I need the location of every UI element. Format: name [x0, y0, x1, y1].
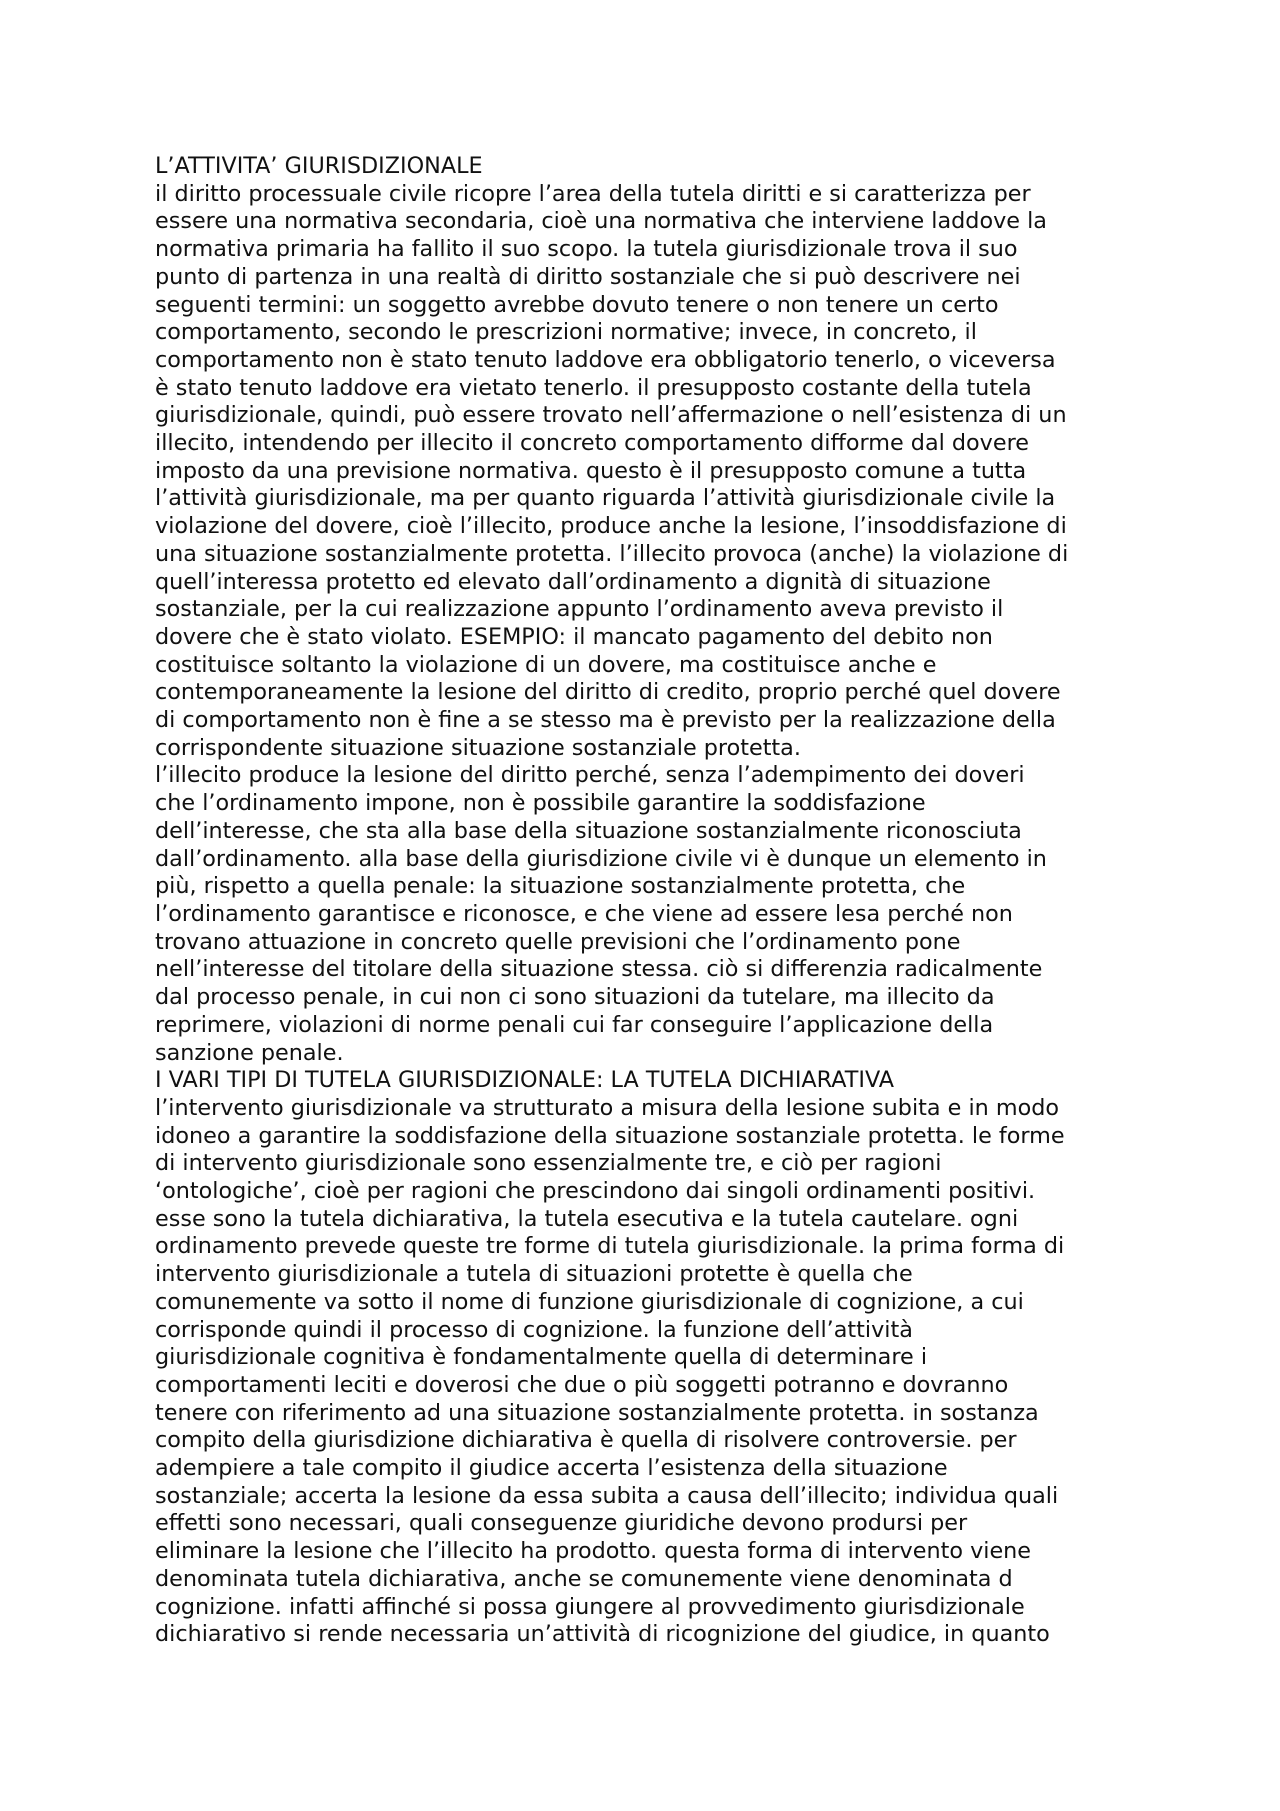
text-line: imposto da una previsione normativa. questo è il presupposto comune a tutta — [155, 457, 1027, 484]
text-line: idoneo a garantire la soddisfazione della situazione sostanziale protetta. le forme — [155, 1122, 1065, 1149]
text-line: illecito, intendendo per illecito il concreto comportamento difforme dal dovere — [155, 430, 1029, 457]
text-line: comportamento, secondo le prescrizioni normative; invece, in concreto, il — [155, 319, 977, 346]
text-line: dall’ordinamento. alla base della giurisdizione civile vi è dunque un elemento in — [155, 845, 1047, 872]
text-line: corrisponde quindi il processo di cognizione. la funzione dell’attività — [155, 1316, 913, 1343]
text-line: una situazione sostanzialmente protetta. l’illecito provoca (anche) la violazione di — [155, 540, 1069, 567]
text-line: quell’interessa protetto ed elevato dall’ordinamento a dignità di situazione — [155, 568, 991, 595]
text-line: sostanziale; accerta la lesione da essa subita a causa dell’illecito; individua quali — [155, 1482, 1059, 1509]
text-line: l’attività giurisdizionale, ma per quanto riguarda l’attività giurisdizionale civile la — [155, 485, 1056, 512]
text-line: l’illecito produce la lesione del diritto perché, senza l’adempimento dei doveri — [155, 762, 1025, 789]
text-line: l’intervento giurisdizionale va strutturato a misura della lesione subita e in modo — [155, 1094, 1060, 1121]
text-line: normativa primaria ha fallito il suo scopo. la tutela giurisdizionale trova il suo — [155, 236, 1018, 263]
text-line: I VARI TIPI DI TUTELA GIURISDIZIONALE: LA TUTELA DICHIARATIVA — [155, 1067, 895, 1094]
text-line: esse sono la tutela dichiarativa, la tutela esecutiva e la tutela cautelare. ogni — [155, 1205, 1019, 1232]
text-line: di comportamento non è fine a se stesso ma è previsto per la realizzazione della — [155, 707, 1056, 734]
text-line: nell’interesse del titolare della situazione stessa. ciò si differenzia radicalmente — [155, 956, 1043, 983]
text-line: comportamento non è stato tenuto laddove era obbligatorio tenerlo, o viceversa — [155, 346, 1056, 373]
text-line: giurisdizionale, quindi, può essere trovato nell’affermazione o nell’esistenza di un — [155, 402, 1067, 429]
text-line: dovere che è stato violato. ESEMPIO: il mancato pagamento del debito non — [155, 623, 993, 650]
text-line: giurisdizionale cognitiva è fondamentalmente quella di determinare i — [155, 1344, 928, 1371]
text-line: violazione del dovere, cioè l’illecito, produce anche la lesione, l’insoddisfazione di — [155, 513, 1067, 540]
text-line: più, rispetto a quella penale: la situazione sostanzialmente protetta, che — [155, 873, 966, 900]
text-line: tenere con riferimento ad una situazione sostanzialmente protetta. in sostanza — [155, 1399, 1039, 1426]
text-line: reprimere, violazioni di norme penali cui far conseguire l’applicazione della — [155, 1011, 994, 1038]
text-line: L’ATTIVITA’ GIURISDIZIONALE — [155, 153, 483, 179]
text-line: corrispondente situazione situazione sostanziale protetta. — [155, 734, 801, 761]
text-line: ordinamento prevede queste tre forme di tutela giurisdizionale. la prima forma di — [155, 1233, 1065, 1260]
text-line: costituisce soltanto la violazione di un dovere, ma costituisce anche e — [155, 651, 937, 678]
text-line: seguenti termini: un soggetto avrebbe dovuto tenere o non tenere un certo — [155, 291, 999, 318]
text-line: l’ordinamento garantisce e riconosce, e che viene ad essere lesa perché non — [155, 900, 1013, 927]
text-line: ‘ontologiche’, cioè per ragioni che prescindono dai singoli ordinamenti positivi. — [155, 1178, 1036, 1205]
text-line: sanzione penale. — [155, 1039, 344, 1066]
text-line: dichiarativo si rende necessaria un’attività di ricognizione del giudice, in quanto — [155, 1621, 1050, 1648]
text-line: sostanziale, per la cui realizzazione appunto l’ordinamento aveva previsto il — [155, 596, 1004, 623]
text-line: dal processo penale, in cui non ci sono situazioni da tutelare, ma illecito da — [155, 984, 995, 1011]
text-line: compito della giurisdizione dichiarativa è quella di risolvere controversie. per — [155, 1427, 1017, 1454]
text-line: di intervento giurisdizionale sono essenzialmente tre, e ciò per ragioni — [155, 1150, 942, 1177]
text-line: che l’ordinamento impone, non è possibile garantire la soddisfazione — [155, 790, 926, 817]
text-line: eliminare la lesione che l’illecito ha prodotto. questa forma di intervento viene — [155, 1538, 1032, 1565]
text-line: il diritto processuale civile ricopre l’area della tutela diritti e si caratterizza per — [155, 180, 1031, 207]
text-line: intervento giurisdizionale a tutela di situazioni protette è quella che — [155, 1261, 913, 1288]
text-line: effetti sono necessari, quali conseguenze giuridiche devono prodursi per — [155, 1510, 968, 1537]
text-line: denominata tutela dichiarativa, anche se comunemente viene denominata d — [155, 1565, 1013, 1592]
text-line: è stato tenuto laddove era vietato tenerlo. il presupposto costante della tutela — [155, 374, 1032, 401]
text-line: contemporaneamente la lesione del diritto di credito, proprio perché quel dovere — [155, 679, 1061, 706]
text-line: comportamenti leciti e doverosi che due o più soggetti potranno e dovranno — [155, 1371, 1009, 1398]
document-body — [155, 153, 1135, 1649]
text-line: trovano attuazione in concreto quelle previsioni che l’ordinamento pone — [155, 928, 961, 955]
text-line: punto di partenza in una realtà di diritto sostanziale che si può descrivere nei — [155, 263, 1021, 290]
text-line: comunemente va sotto il nome di funzione giurisdizionale di cognizione, a cui — [155, 1288, 1024, 1315]
text-line: adempiere a tale compito il giudice accerta l’esistenza della situazione — [155, 1455, 948, 1482]
text-line: essere una normativa secondaria, cioè una normativa che interviene laddove la — [155, 208, 1047, 235]
text-line: dell’interesse, che sta alla base della situazione sostanzialmente riconosciuta — [155, 817, 1022, 844]
text-line: cognizione. infatti affinché si possa giungere al provvedimento giurisdizionale — [155, 1593, 1025, 1620]
